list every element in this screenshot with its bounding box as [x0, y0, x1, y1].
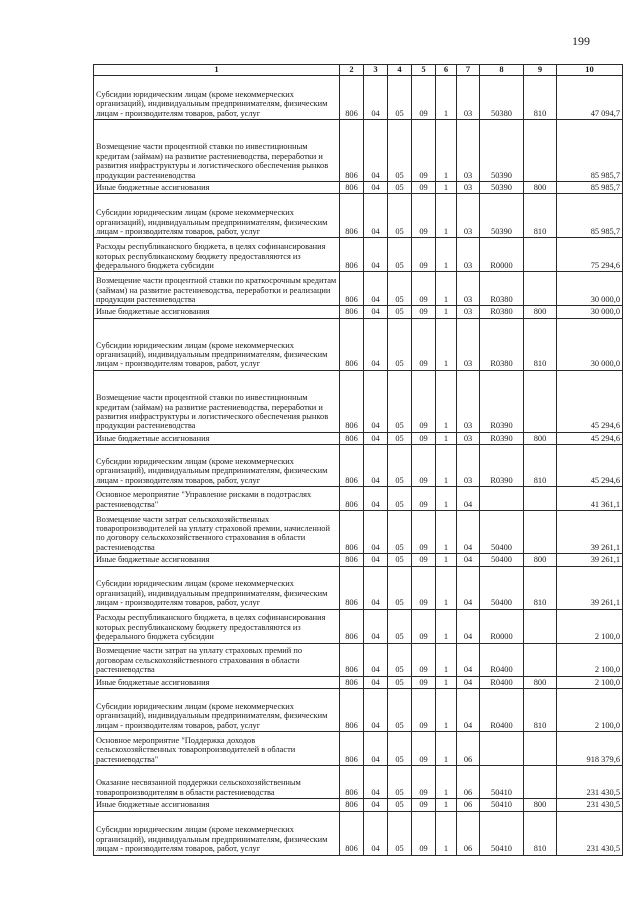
program-cell: 09 [412, 609, 436, 643]
admin-code-cell: 806 [340, 432, 364, 444]
table-row [94, 811, 623, 855]
target-code-cell: R0000 [480, 609, 524, 643]
admin-code-cell: 806 [340, 318, 364, 370]
admin-code-cell: 806 [340, 445, 364, 487]
program-cell: 09 [412, 799, 436, 811]
measure-cell: 03 [457, 318, 480, 370]
amount-cell: 45 294,6 [557, 445, 623, 487]
section-cell: 04 [364, 194, 388, 238]
column-header: 10 [557, 65, 623, 76]
table-row [94, 238, 623, 272]
column-header: 5 [412, 65, 436, 76]
row-name-cell: Расходы республиканского бюджета, в целях софинансирования которых республиканскому бюджету предоставляются из федерального бюджета субсидии [94, 609, 340, 643]
subsection-cell: 05 [388, 609, 412, 643]
measure-cell: 03 [457, 272, 480, 306]
subsection-cell: 05 [388, 487, 412, 511]
section-cell: 04 [364, 566, 388, 609]
table-row [94, 370, 623, 432]
table-row [94, 272, 623, 306]
subprogram-cell: 1 [436, 182, 457, 194]
expense-type-cell [524, 511, 557, 554]
amount-cell: 41 361,1 [557, 487, 623, 511]
row-name-cell: Возмещение части процентной ставки по инвестиционным кредитам (займам) на развитие растениеводства, переработки и развития инфраструктуры и логистического обеспечения рынков продукции растениеводства [94, 120, 340, 182]
amount-cell: 231 430,5 [557, 811, 623, 855]
program-cell: 09 [412, 76, 436, 120]
subprogram-cell: 1 [436, 689, 457, 732]
target-code-cell: R0380 [480, 306, 524, 318]
subsection-cell: 05 [388, 511, 412, 554]
expense-type-cell: 800 [524, 306, 557, 318]
subsection-cell: 05 [388, 799, 412, 811]
subprogram-cell: 1 [436, 76, 457, 120]
target-code-cell: 50390 [480, 120, 524, 182]
subprogram-cell: 1 [436, 432, 457, 444]
measure-cell: 04 [457, 609, 480, 643]
column-header: 4 [388, 65, 412, 76]
measure-cell: 03 [457, 370, 480, 432]
amount-cell: 45 294,6 [557, 432, 623, 444]
table-row [94, 766, 623, 799]
expense-type-cell: 810 [524, 445, 557, 487]
expense-type-cell [524, 609, 557, 643]
section-cell: 04 [364, 318, 388, 370]
row-name-cell: Возмещение части процентной ставки по краткосрочным кредитам (займам) на развитие растениеводства, переработки и реализации продукции растениеводства [94, 272, 340, 306]
amount-cell: 2 100,0 [557, 689, 623, 732]
section-cell: 04 [364, 432, 388, 444]
program-cell: 09 [412, 487, 436, 511]
expense-type-cell [524, 120, 557, 182]
admin-code-cell: 806 [340, 272, 364, 306]
subsection-cell: 05 [388, 182, 412, 194]
expense-type-cell [524, 643, 557, 676]
section-cell: 04 [364, 120, 388, 182]
row-name-cell: Основное мероприятие "Управление рисками в подотраслях растениеводства" [94, 487, 340, 511]
subsection-cell: 05 [388, 194, 412, 238]
target-code-cell: R0380 [480, 318, 524, 370]
subprogram-cell: 1 [436, 766, 457, 799]
target-code-cell [480, 732, 524, 766]
subsection-cell: 05 [388, 272, 412, 306]
admin-code-cell: 806 [340, 487, 364, 511]
measure-cell: 03 [457, 76, 480, 120]
row-name-cell: Иные бюджетные ассигнования [94, 676, 340, 688]
subprogram-cell: 1 [436, 732, 457, 766]
program-cell: 09 [412, 766, 436, 799]
row-name-cell: Субсидии юридическим лицам (кроме некоммерческих организаций), индивидуальным предпринимателям, физическим лицам - производителям товаров, работ, услуг [94, 318, 340, 370]
section-cell: 04 [364, 689, 388, 732]
table-row [94, 487, 623, 511]
table-row [94, 554, 623, 566]
admin-code-cell: 806 [340, 732, 364, 766]
program-cell: 09 [412, 445, 436, 487]
subprogram-cell: 1 [436, 306, 457, 318]
subprogram-cell: 1 [436, 445, 457, 487]
section-cell: 04 [364, 766, 388, 799]
measure-cell: 04 [457, 511, 480, 554]
target-code-cell: 50410 [480, 811, 524, 855]
column-header: 6 [436, 65, 457, 76]
program-cell: 09 [412, 370, 436, 432]
measure-cell: 03 [457, 306, 480, 318]
target-code-cell: R0390 [480, 370, 524, 432]
section-cell: 04 [364, 554, 388, 566]
subprogram-cell: 1 [436, 238, 457, 272]
measure-cell: 04 [457, 566, 480, 609]
program-cell: 09 [412, 732, 436, 766]
amount-cell: 231 430,5 [557, 766, 623, 799]
admin-code-cell: 806 [340, 76, 364, 120]
table-row [94, 445, 623, 487]
amount-cell: 2 100,0 [557, 676, 623, 688]
target-code-cell: R0400 [480, 689, 524, 732]
admin-code-cell: 806 [340, 194, 364, 238]
subprogram-cell: 1 [436, 318, 457, 370]
row-name-cell: Иные бюджетные ассигнования [94, 799, 340, 811]
section-cell: 04 [364, 272, 388, 306]
row-name-cell: Основное мероприятие "Поддержка доходов сельскохозяйственных товаропроизводителей в области растениеводства" [94, 732, 340, 766]
program-cell: 09 [412, 511, 436, 554]
table-row [94, 676, 623, 688]
amount-cell: 75 294,6 [557, 238, 623, 272]
amount-cell: 30 000,0 [557, 318, 623, 370]
target-code-cell: 50390 [480, 194, 524, 238]
program-cell: 09 [412, 306, 436, 318]
subsection-cell: 05 [388, 370, 412, 432]
expense-type-cell [524, 766, 557, 799]
measure-cell: 03 [457, 432, 480, 444]
target-code-cell: 50410 [480, 766, 524, 799]
subprogram-cell: 1 [436, 370, 457, 432]
subsection-cell: 05 [388, 566, 412, 609]
admin-code-cell: 806 [340, 766, 364, 799]
page-number: 199 [572, 34, 590, 48]
subsection-cell: 05 [388, 306, 412, 318]
admin-code-cell: 806 [340, 306, 364, 318]
target-code-cell: 50400 [480, 554, 524, 566]
row-name-cell: Субсидии юридическим лицам (кроме некоммерческих организаций), индивидуальным предпринимателям, физическим лицам - производителям товаров, работ, услуг [94, 811, 340, 855]
measure-cell: 06 [457, 799, 480, 811]
table-header-row [94, 65, 623, 76]
amount-cell: 39 261,1 [557, 554, 623, 566]
program-cell: 09 [412, 194, 436, 238]
measure-cell: 03 [457, 182, 480, 194]
program-cell: 09 [412, 238, 436, 272]
subprogram-cell: 1 [436, 609, 457, 643]
expense-type-cell: 810 [524, 318, 557, 370]
table-row [94, 566, 623, 609]
measure-cell: 06 [457, 811, 480, 855]
subsection-cell: 05 [388, 732, 412, 766]
expense-type-cell: 810 [524, 811, 557, 855]
subprogram-cell: 1 [436, 554, 457, 566]
section-cell: 04 [364, 609, 388, 643]
subsection-cell: 05 [388, 554, 412, 566]
subprogram-cell: 1 [436, 566, 457, 609]
amount-cell: 30 000,0 [557, 306, 623, 318]
row-name-cell: Субсидии юридическим лицам (кроме некоммерческих организаций), индивидуальным предпринимателям, физическим лицам - производителям товаров, работ, услуг [94, 445, 340, 487]
table-row [94, 432, 623, 444]
subsection-cell: 05 [388, 120, 412, 182]
admin-code-cell: 806 [340, 566, 364, 609]
target-code-cell: R0380 [480, 272, 524, 306]
subprogram-cell: 1 [436, 811, 457, 855]
program-cell: 09 [412, 811, 436, 855]
column-header: 3 [364, 65, 388, 76]
table-row [94, 76, 623, 120]
subsection-cell: 05 [388, 689, 412, 732]
program-cell: 09 [412, 689, 436, 732]
admin-code-cell: 806 [340, 370, 364, 432]
expense-type-cell: 800 [524, 799, 557, 811]
row-name-cell: Субсидии юридическим лицам (кроме некоммерческих организаций), индивидуальным предпринимателям, физическим лицам - производителям товаров, работ, услуг [94, 566, 340, 609]
section-cell: 04 [364, 76, 388, 120]
expense-type-cell [524, 272, 557, 306]
amount-cell: 85 985,7 [557, 120, 623, 182]
expense-type-cell: 800 [524, 182, 557, 194]
table-row [94, 799, 623, 811]
column-header: 8 [480, 65, 524, 76]
table-row [94, 306, 623, 318]
table-row [94, 609, 623, 643]
subsection-cell: 05 [388, 238, 412, 272]
section-cell: 04 [364, 487, 388, 511]
amount-cell: 39 261,1 [557, 511, 623, 554]
measure-cell: 03 [457, 445, 480, 487]
measure-cell: 04 [457, 676, 480, 688]
row-name-cell: Субсидии юридическим лицам (кроме некоммерческих организаций), индивидуальным предпринимателям, физическим лицам - производителям товаров, работ, услуг [94, 689, 340, 732]
amount-cell: 85 985,7 [557, 194, 623, 238]
section-cell: 04 [364, 370, 388, 432]
amount-cell: 2 100,0 [557, 609, 623, 643]
expense-type-cell: 810 [524, 194, 557, 238]
admin-code-cell: 806 [340, 689, 364, 732]
subsection-cell: 05 [388, 676, 412, 688]
program-cell: 09 [412, 432, 436, 444]
subprogram-cell: 1 [436, 676, 457, 688]
target-code-cell: R0400 [480, 676, 524, 688]
admin-code-cell: 806 [340, 511, 364, 554]
table-row [94, 689, 623, 732]
amount-cell: 45 294,6 [557, 370, 623, 432]
table-row [94, 182, 623, 194]
program-cell: 09 [412, 643, 436, 676]
row-name-cell: Возмещение части процентной ставки по инвестиционным кредитам (займам) на развитие растениеводства, переработки и развития инфраструктуры и логистического обеспечения рынков продукции растениеводства [94, 370, 340, 432]
expense-type-cell: 810 [524, 689, 557, 732]
target-code-cell: 50410 [480, 799, 524, 811]
section-cell: 04 [364, 676, 388, 688]
program-cell: 09 [412, 120, 436, 182]
expense-type-cell [524, 238, 557, 272]
target-code-cell: 50390 [480, 182, 524, 194]
expense-type-cell: 800 [524, 676, 557, 688]
row-name-cell: Иные бюджетные ассигнования [94, 306, 340, 318]
amount-cell: 47 094,7 [557, 76, 623, 120]
section-cell: 04 [364, 182, 388, 194]
admin-code-cell: 806 [340, 120, 364, 182]
measure-cell: 04 [457, 689, 480, 732]
measure-cell: 03 [457, 120, 480, 182]
subsection-cell: 05 [388, 445, 412, 487]
measure-cell: 04 [457, 643, 480, 676]
row-name-cell: Субсидии юридическим лицам (кроме некоммерческих организаций), индивидуальным предпринимателям, физическим лицам - производителям товаров, работ, услуг [94, 76, 340, 120]
target-code-cell: R0000 [480, 238, 524, 272]
admin-code-cell: 806 [340, 811, 364, 855]
expense-type-cell: 800 [524, 432, 557, 444]
target-code-cell [480, 487, 524, 511]
expense-type-cell [524, 732, 557, 766]
subprogram-cell: 1 [436, 487, 457, 511]
expense-type-cell: 800 [524, 554, 557, 566]
section-cell: 04 [364, 799, 388, 811]
target-code-cell: R0400 [480, 643, 524, 676]
measure-cell: 03 [457, 238, 480, 272]
row-name-cell: Оказание несвязанной поддержки сельскохозяйственным товаропроизводителям в области растениеводства [94, 766, 340, 799]
target-code-cell: 50400 [480, 566, 524, 609]
subsection-cell: 05 [388, 318, 412, 370]
expense-type-cell: 810 [524, 76, 557, 120]
section-cell: 04 [364, 811, 388, 855]
expense-type-cell [524, 370, 557, 432]
expense-type-cell: 810 [524, 566, 557, 609]
admin-code-cell: 806 [340, 609, 364, 643]
row-name-cell: Иные бюджетные ассигнования [94, 554, 340, 566]
amount-cell: 918 379,6 [557, 732, 623, 766]
subsection-cell: 05 [388, 643, 412, 676]
table-row [94, 732, 623, 766]
row-name-cell: Возмещение части затрат сельскохозяйственных товаропроизводителей на уплату страховой премии, начисленной по договору сельскохозяйственного страхования в области растениеводства [94, 511, 340, 554]
subsection-cell: 05 [388, 76, 412, 120]
measure-cell: 04 [457, 554, 480, 566]
subprogram-cell: 1 [436, 272, 457, 306]
program-cell: 09 [412, 566, 436, 609]
section-cell: 04 [364, 445, 388, 487]
column-header: 1 [94, 65, 340, 76]
subsection-cell: 05 [388, 432, 412, 444]
amount-cell: 2 100,0 [557, 643, 623, 676]
amount-cell: 30 000,0 [557, 272, 623, 306]
subprogram-cell: 1 [436, 799, 457, 811]
expense-type-cell [524, 487, 557, 511]
admin-code-cell: 806 [340, 182, 364, 194]
section-cell: 04 [364, 643, 388, 676]
target-code-cell: 50380 [480, 76, 524, 120]
admin-code-cell: 806 [340, 799, 364, 811]
amount-cell: 39 261,1 [557, 566, 623, 609]
program-cell: 09 [412, 272, 436, 306]
section-cell: 04 [364, 306, 388, 318]
measure-cell: 06 [457, 766, 480, 799]
program-cell: 09 [412, 182, 436, 194]
amount-cell: 231 430,5 [557, 799, 623, 811]
section-cell: 04 [364, 511, 388, 554]
subsection-cell: 05 [388, 811, 412, 855]
section-cell: 04 [364, 732, 388, 766]
target-code-cell: R0390 [480, 445, 524, 487]
subprogram-cell: 1 [436, 643, 457, 676]
row-name-cell: Возмещение части затрат на уплату страховых премий по договорам сельскохозяйственного страхования в области растениеводства [94, 643, 340, 676]
target-code-cell: R0390 [480, 432, 524, 444]
admin-code-cell: 806 [340, 676, 364, 688]
admin-code-cell: 806 [340, 643, 364, 676]
admin-code-cell: 806 [340, 238, 364, 272]
row-name-cell: Иные бюджетные ассигнования [94, 432, 340, 444]
row-name-cell: Субсидии юридическим лицам (кроме некоммерческих организаций), индивидуальным предпринимателям, физическим лицам - производителям товаров, работ, услуг [94, 194, 340, 238]
measure-cell: 06 [457, 732, 480, 766]
amount-cell: 85 985,7 [557, 182, 623, 194]
budget-table [93, 64, 623, 856]
measure-cell: 04 [457, 487, 480, 511]
column-header: 7 [457, 65, 480, 76]
subprogram-cell: 1 [436, 194, 457, 238]
row-name-cell: Иные бюджетные ассигнования [94, 182, 340, 194]
program-cell: 09 [412, 676, 436, 688]
table-row [94, 643, 623, 676]
column-header: 9 [524, 65, 557, 76]
measure-cell: 03 [457, 194, 480, 238]
program-cell: 09 [412, 318, 436, 370]
program-cell: 09 [412, 554, 436, 566]
column-header: 2 [340, 65, 364, 76]
section-cell: 04 [364, 238, 388, 272]
table-row [94, 511, 623, 554]
subprogram-cell: 1 [436, 511, 457, 554]
table-row [94, 120, 623, 182]
subsection-cell: 05 [388, 766, 412, 799]
target-code-cell: 50400 [480, 511, 524, 554]
row-name-cell: Расходы республиканского бюджета, в целях софинансирования которых республиканскому бюджету предоставляются из федерального бюджета субсидии [94, 238, 340, 272]
table-row [94, 194, 623, 238]
admin-code-cell: 806 [340, 554, 364, 566]
table-row [94, 318, 623, 370]
subprogram-cell: 1 [436, 120, 457, 182]
